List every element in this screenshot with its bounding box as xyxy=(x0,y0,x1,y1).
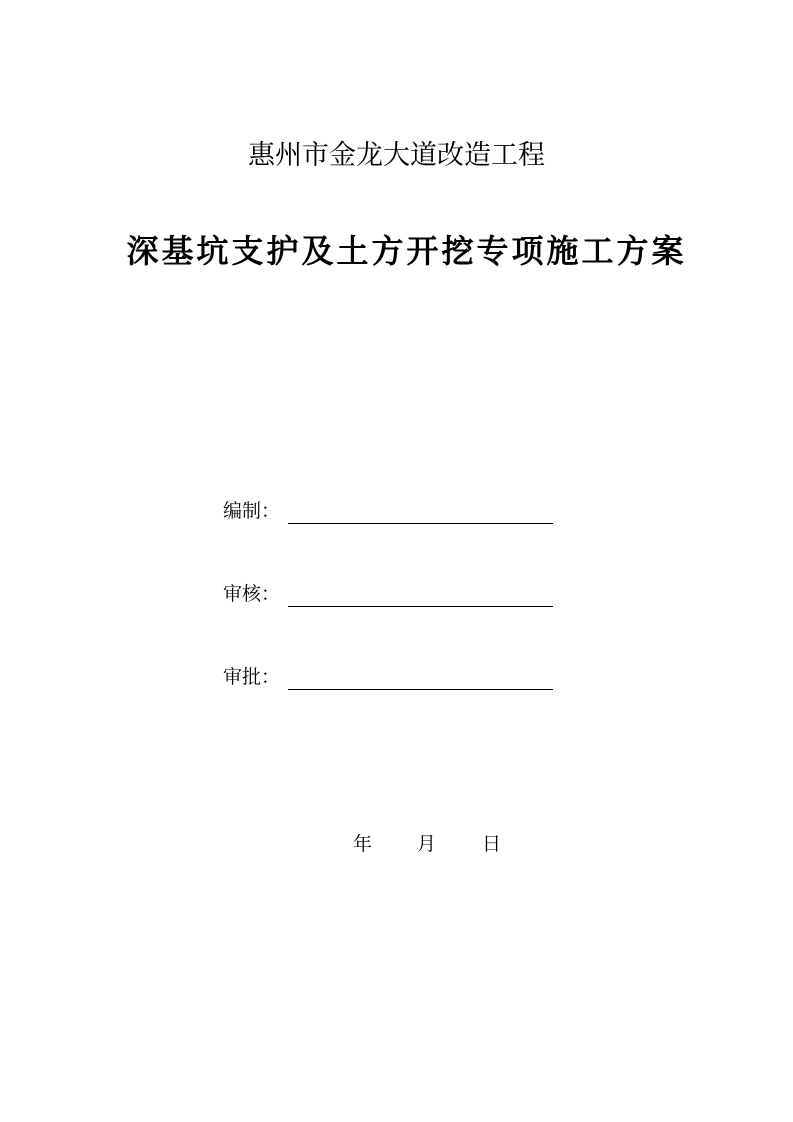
date-row xyxy=(0,829,793,859)
date-month-label: 月 xyxy=(417,833,437,855)
prepared-by-label: 编制： xyxy=(223,500,281,522)
reviewed-by-signature-line xyxy=(288,606,553,607)
reviewed-by-label: 审核： xyxy=(223,583,281,605)
approved-by-signature-line xyxy=(288,689,553,690)
project-title: 惠州市金龙大道改造工程 xyxy=(248,140,545,171)
approved-by-label: 审批： xyxy=(223,666,281,688)
prepared-by-signature-line xyxy=(288,523,553,524)
date-day-label: 日 xyxy=(482,833,502,855)
document-title: 深基坑支护及土方开挖专项施工方案 xyxy=(126,232,687,270)
reviewed-by-row xyxy=(223,579,563,609)
prepared-by-row xyxy=(223,496,563,526)
date-year-label: 年 xyxy=(353,833,373,855)
approved-by-row xyxy=(223,662,563,692)
